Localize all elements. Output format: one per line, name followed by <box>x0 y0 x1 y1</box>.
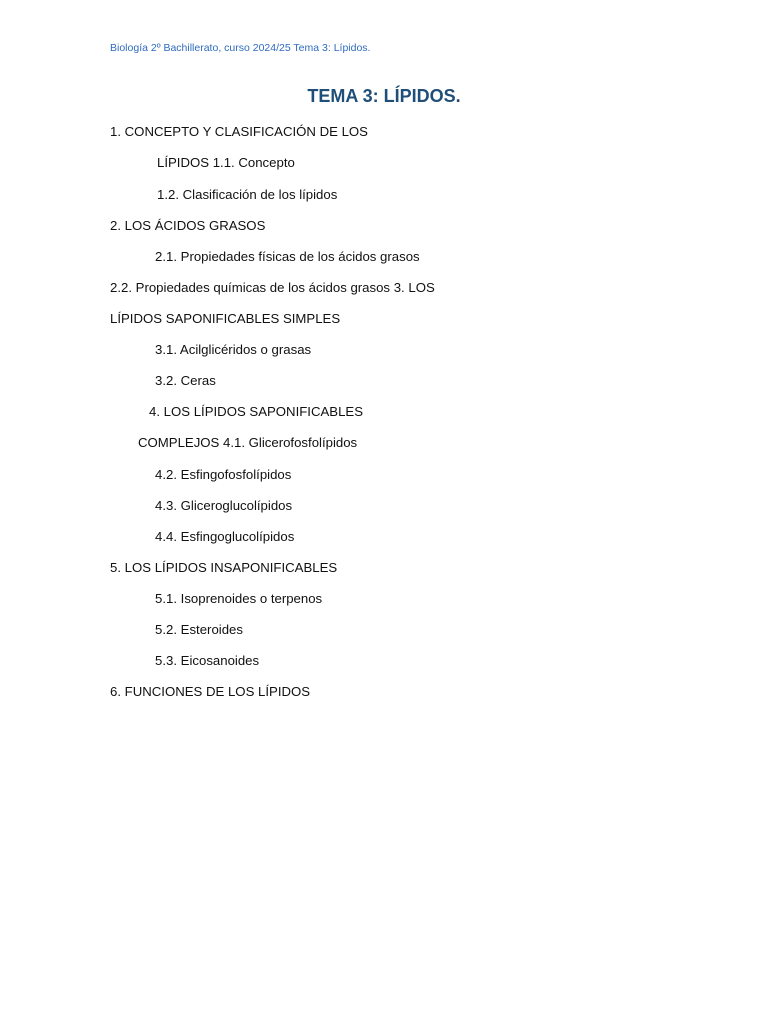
toc-item: COMPLEJOS 4.1. Glicerofosfolípidos <box>138 435 358 450</box>
toc-item: LÍPIDOS SAPONIFICABLES SIMPLES <box>110 311 341 326</box>
toc-item: 4.2. Esfingofosfolípidos <box>155 467 292 482</box>
toc-item: 5.3. Eicosanoides <box>155 653 260 668</box>
toc-item: 4.4. Esfingoglucolípidos <box>155 529 295 544</box>
toc-item: 3.1. Acilglicéridos o grasas <box>155 342 312 357</box>
running-header: Biología 2º Bachillerato, curso 2024/25 Tema 3: Lípidos. <box>110 42 371 54</box>
toc-item: 5.1. Isoprenoides o terpenos <box>155 591 323 606</box>
toc-item: 2.1. Propiedades físicas de los ácidos grasos <box>155 249 420 264</box>
toc-item: 5.2. Esteroides <box>155 622 243 637</box>
toc-item: 5. LOS LÍPIDOS INSAPONIFICABLES <box>110 560 338 575</box>
toc-item: 1. CONCEPTO Y CLASIFICACIÓN DE LOS <box>110 124 368 139</box>
page-title: TEMA 3: LÍPIDOS. <box>307 86 461 106</box>
toc-item: 2. LOS ÁCIDOS GRASOS <box>110 218 266 233</box>
toc-item: LÍPIDOS 1.1. Concepto <box>157 155 295 170</box>
toc-item: 6. FUNCIONES DE LOS LÍPIDOS <box>110 684 311 699</box>
toc-item: 4. LOS LÍPIDOS SAPONIFICABLES <box>149 404 364 419</box>
toc-item: 2.2. Propiedades químicas de los ácidos grasos 3. LOS <box>110 280 435 295</box>
toc-item: 3.2. Ceras <box>155 373 216 388</box>
toc-item: 1.2. Clasificación de los lípidos <box>157 187 338 202</box>
toc-item: 4.3. Gliceroglucolípidos <box>155 498 293 513</box>
